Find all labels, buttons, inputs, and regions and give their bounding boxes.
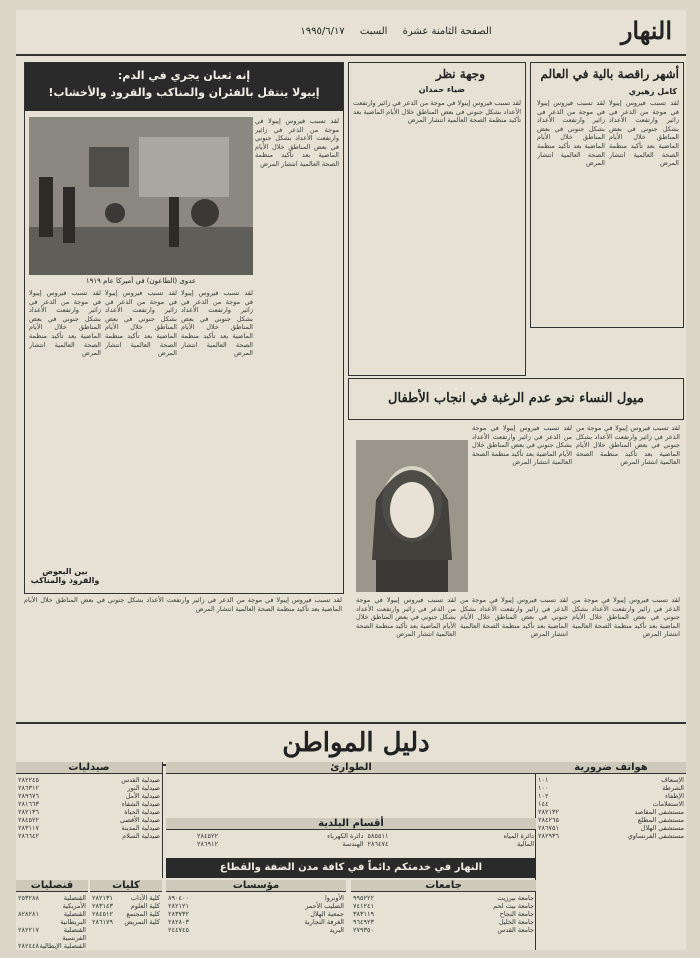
municipality-row-number: ٢٨٤٥٢٢ [197, 832, 218, 840]
university-row-label: جامعة القدس [497, 926, 534, 934]
emergency-row-label: مستشفى الهلال [640, 824, 684, 832]
emergency-heading: هواتف ضرورية [536, 762, 686, 774]
consulate-row-number: ٢٨٢٢١٧ [18, 926, 39, 934]
institution-row-number: ٢٨٣٧٣٢ [168, 910, 189, 918]
college-row-label: كلية التمريض [124, 918, 160, 926]
consulate-row [16, 910, 88, 926]
page-header [16, 10, 686, 56]
women-body-5: لقد تسبب فيروس إيبولا في موجة من الذعر في زائير وارتفعت الأعداد بشكل جنوني في بعض المناطق خلال الأيام الماضية بعد تأكيد منظمة الصحة العالمية انتشار المرض [572, 596, 680, 639]
consulate-row-number: ٢٨٢٤٤٨ [18, 942, 39, 950]
pharmacy-row-number: ٢٨٢١٣٦ [18, 808, 39, 816]
pov-body: لقد تسبب فيروس إيبولا في موجة من الذعر في زائير وارتفعت الأعداد بشكل جنوني في بعض المناطق خلال الأيام الماضية بعد تأكيد منظمة الصحة العالمية انتشار المرض [353, 99, 521, 125]
emergencies-heading: الطوارئ [166, 762, 536, 774]
municipality-row-number: ٢٨٦٤٧٤ [367, 840, 389, 848]
archive-photo [29, 117, 253, 275]
emergency-row-label: الإطفاء [664, 792, 684, 800]
pharmacy-row [16, 832, 162, 840]
ebola-body-3: لقد تسبب فيروس إيبولا في موجة من الذعر في زائير وارتفعت الأعداد بشكل جنوني في بعض المناطق خلال الأيام الماضية بعد تأكيد منظمة الصحة العالمية انتشار المرض [105, 289, 177, 358]
pov-headline: وجهة نظر [435, 67, 485, 81]
emergency-row-number: ١٤٤ [538, 800, 549, 808]
pharmacy-row [16, 776, 162, 784]
colleges-heading: كليات [90, 880, 162, 892]
institution-row-number: ٢٤٤٧٤٥ [168, 926, 189, 934]
pharmacy-row-number: ٢٨٣١١٧ [18, 824, 39, 832]
ballet-body-2: لقد تسبب فيروس إيبولا في موجة من الذعر في زائير وارتفعت الأعداد بشكل جنوني في بعض المناطق خلال الأيام الماضية بعد تأكيد منظمة الصحة العالمية انتشار المرض [537, 99, 605, 168]
municipality-row-label: دائرة الكهرباء [327, 832, 364, 840]
consulates-list [16, 894, 88, 950]
institutions-heading: مؤسسات [166, 880, 346, 892]
municipality-row [195, 832, 366, 840]
emergency-row [536, 816, 686, 824]
pharmacy-row-number: ٢٨٦٣١٢ [18, 784, 39, 792]
ebola-headline-bar [25, 63, 343, 111]
pov-author: ضياء حمدان [418, 85, 465, 94]
college-row [90, 902, 162, 910]
emergency-row [536, 792, 686, 800]
women-headline: ميول النساء نحو عدم الرغبة في انجاب الأطفال [388, 391, 644, 406]
institution-row-number: ٢٨٢٨٠٣ [168, 918, 189, 926]
consulate-row-label: القنصلية البريطانية [60, 910, 86, 926]
emergency-row-label: الاستعلامات [652, 800, 684, 808]
photo-caption: عدوى (الطاعون) في أميركا عام ١٩١٩ [85, 277, 197, 285]
service-banner-text: النهار في خدمتكم دائماً في كافة مدن الضفة والقطاع [219, 862, 483, 873]
ebola-article [24, 62, 344, 594]
municipality-list [166, 832, 536, 848]
emergency-row-number: ٢٨٤٢٦٥ [538, 816, 559, 824]
consulate-row [16, 926, 88, 942]
photo-illustration [29, 117, 253, 275]
section-label: الصفحة الثامنة عشرة [402, 26, 492, 37]
emergency-row-label: مستشفى المقاصد [634, 808, 684, 816]
emergency-row-number: ١٠١ [538, 776, 549, 784]
emergency-row [536, 808, 686, 816]
consulates-section [16, 880, 88, 950]
newspaper-page [16, 10, 686, 950]
masthead: النهار [620, 16, 672, 45]
institution-row [166, 910, 346, 918]
college-row-number: ٢٨٦١٧٩ [92, 918, 113, 926]
emergency-row [536, 776, 686, 784]
women-body-3: لقد تسبب فيروس إيبولا في موجة من الذعر في زائير وارتفعت الأعداد بشكل جنوني في بعض المناطق خلال الأيام الماضية بعد تأكيد منظمة الصحة العالمية انتشار المرض [356, 596, 456, 639]
emergency-row [536, 800, 686, 808]
municipality-row-label: دائرة المياه [503, 832, 534, 840]
ebola-body-2: لقد تسبب فيروس إيبولا في موجة من الذعر في زائير وارتفعت الأعداد بشكل جنوني في بعض المناطق خلال الأيام الماضية بعد تأكيد منظمة الصحة العالمية انتشار المرض [29, 289, 101, 358]
municipality-row-label: الهندسة [342, 840, 364, 848]
ballet-author: كامل زهيري [628, 87, 677, 96]
emergencies-section [166, 762, 536, 819]
college-row-label: كلية العلوم [130, 902, 160, 910]
emergency-row-label: مستشفى المطلع [637, 816, 684, 824]
university-row-label: جامعة الخليل [498, 918, 534, 926]
women-body-1: لقد تسبب فيروس إيبولا في موجة من الذعر في زائير وارتفعت الأعداد بشكل جنوني في بعض المناطق خلال الأيام الماضية بعد تأكيد منظمة الصحة العالمية انتشار المرض [472, 424, 572, 467]
header-info [186, 26, 606, 37]
pharmacy-row-number: ٢٨٢٢٤٥ [18, 776, 39, 784]
service-banner [166, 858, 536, 878]
university-row-number: ٢٧٩٣٥٠ [353, 926, 374, 934]
universities-section [351, 880, 536, 950]
citizen-guide-header [16, 722, 686, 766]
municipality-row [366, 840, 537, 848]
college-row [90, 910, 162, 918]
university-row-number: ٧٤١٢٤١ [353, 902, 374, 910]
college-row-number: ٢٨٤٥١٢ [92, 910, 113, 918]
pharmacies-heading: صيدليات [16, 762, 162, 774]
pharmacy-row [16, 816, 162, 824]
college-row-label: كلية المجتمع [126, 910, 160, 918]
ebola-body-4: لقد تسبب فيروس إيبولا في موجة من الذعر في زائير وارتفعت الأعداد بشكل جنوني في بعض المناطق خلال الأيام الماضية بعد تأكيد منظمة الصحة العالمية انتشار المرض [181, 289, 253, 358]
university-row [351, 894, 536, 902]
pharmacy-row-label: صيدلية السلام [122, 832, 160, 840]
emergency-row-number: ٢٨٢١٣٢ [538, 808, 559, 816]
pharmacy-row-label: صيدلية الحياة [124, 808, 160, 816]
institution-row-label: الصليب الأحمر [305, 902, 344, 910]
ebola-headline-1: إنه ثعبان يجري في الدم: [117, 69, 251, 82]
point-of-view-article [348, 62, 526, 376]
municipality-row [366, 832, 537, 840]
emergency-section [535, 762, 686, 950]
universities-heading: جامعات [351, 880, 536, 892]
university-row [351, 918, 536, 926]
pharmacy-row-number: ٢٨٤٥٢٢ [18, 816, 39, 824]
consulates-heading: قنصليات [16, 880, 88, 892]
citizen-guide-grid [16, 762, 686, 950]
pharmacy-row [16, 824, 162, 832]
municipality-row-label: المالية [517, 840, 534, 848]
emergency-row-label: الشرطة [662, 784, 684, 792]
college-row-label: كلية الآداب [130, 894, 160, 902]
university-row-label: جامعة بيت لحم [493, 902, 534, 910]
pharmacy-row-label: صيدلية القدس [121, 776, 160, 784]
consulate-row [16, 894, 88, 910]
consulate-row-number: ٨٢٨٢٨١ [18, 910, 39, 918]
municipality-row-number: ٢٨٦٩١٢ [197, 840, 218, 848]
institution-row-label: الأونروا [325, 894, 344, 902]
pharmacy-row-label: صيدلية الأمل [125, 792, 160, 800]
institution-row [166, 926, 346, 934]
ebola-body-1: لقد تسبب فيروس إيبولا في موجة من الذعر في زائير وارتفعت الأعداد بشكل جنوني في بعض المناطق خلال الأيام الماضية بعد تأكيد منظمة الصحة العالمية انتشار المرض [255, 117, 339, 168]
university-row-label: جامعة بيرزيت [497, 894, 534, 902]
college-row-number: ٢٨٢١٣١ [92, 894, 113, 902]
municipality-heading: أقسام البلدية [166, 818, 536, 830]
universities-list [351, 894, 536, 934]
institution-row [166, 918, 346, 926]
institution-row-label: البريد [329, 926, 344, 934]
women-headline-bar [348, 378, 684, 420]
ebola-subhead: بين البعوض والقرود والمناكب [30, 567, 100, 585]
institution-row-number: ٢٨٢١٢١ [168, 902, 189, 910]
emergency-list [536, 776, 686, 840]
emergency-row-number: ٢٨٦٧٥١ [538, 824, 559, 832]
university-row-number: ٣٨٣١١٩ [353, 910, 374, 918]
university-row [351, 910, 536, 918]
pharmacy-row-label: صيدلية الأقصى [119, 816, 160, 824]
university-row-label: جامعة النجاح [499, 910, 534, 918]
pharmacy-row-label: صيدلية الشفاء [121, 800, 160, 808]
consulate-row-label: القنصلية الإيطالية [39, 942, 86, 950]
pharmacies-section [16, 762, 163, 878]
emergency-row [536, 832, 686, 840]
guide-title: دليل المواطن [282, 728, 430, 758]
municipality-row-number: ٥٨٥٥١١ [367, 832, 389, 840]
consulate-row-label: القنصلية الفرنسية [62, 926, 86, 942]
ballet-body: لقد تسبب فيروس إيبولا في موجة من الذعر في زائير وارتفعت الأعداد بشكل جنوني في بعض المناطق خلال الأيام الماضية بعد تأكيد منظمة الصحة العالمية انتشار المرض [609, 99, 679, 168]
ballet-article [530, 62, 684, 328]
institutions-section [166, 880, 346, 950]
institution-row-number: ٨٩٠٤٠٠ [168, 894, 189, 902]
university-row [351, 902, 536, 910]
institution-row-label: جمعية الهلال [310, 910, 344, 918]
pharmacy-row [16, 784, 162, 792]
institution-row [166, 902, 346, 910]
pharmacies-list [16, 776, 162, 840]
emergency-row [536, 784, 686, 792]
pharmacy-row-number: ٢٨٩٦٧٦ [18, 792, 39, 800]
colleges-section [90, 880, 162, 950]
ebola-body-lower: لقد تسبب فيروس إيبولا في موجة من الذعر في زائير وارتفعت الأعداد بشكل جنوني في بعض المناطق خلال الأيام الماضية بعد تأكيد منظمة الصحة العالمية انتشار المرض [24, 596, 342, 613]
issue-date: ١٩٩٥/٦/١٧ [300, 26, 345, 37]
college-row [90, 918, 162, 926]
college-row [90, 894, 162, 902]
woman-photo [356, 440, 468, 592]
pharmacy-row-label: صيدلية المدينة [121, 824, 160, 832]
pharmacy-row [16, 808, 162, 816]
emergency-row [536, 824, 686, 832]
pharmacy-row-number: ٢٨٦٦٤٢ [18, 832, 39, 840]
women-body-2: لقد تسبب فيروس إيبولا في موجة من الذعر في زائير وارتفعت الأعداد بشكل جنوني في بعض المناطق خلال الأيام الماضية بعد تأكيد منظمة الصحة العالمية انتشار المرض [576, 424, 680, 467]
university-row-number: ٩٦٤٩٢٣ [353, 918, 374, 926]
issue-day: السبت [359, 26, 388, 37]
pharmacy-row-label: صيدلية النور [127, 784, 160, 792]
pharmacy-row [16, 792, 162, 800]
consulate-row-label: القنصلية الأمريكية [62, 894, 86, 910]
consulate-row [16, 942, 88, 950]
pharmacy-row [16, 800, 162, 808]
ebola-headline-2: إيبولا ينتقل بالفئران والمناكب والقرود والأخشاب! [48, 86, 320, 99]
university-row [351, 926, 536, 934]
institution-row-label: الغرفة التجارية [304, 918, 344, 926]
emergency-row-label: الإسعاف [661, 776, 684, 784]
municipality-section [166, 818, 536, 859]
ballet-headline: أشهر راقصة بالية في العالم [540, 67, 679, 81]
emergency-row-number: ٢٨٢٩٣٦ [538, 832, 559, 840]
institutions-list [166, 894, 346, 934]
emergency-row-number: ١٠٠ [538, 784, 549, 792]
consulate-row-number: ٢٥٣٢٨٨ [18, 894, 39, 902]
colleges-list [90, 894, 162, 926]
municipality-row [195, 840, 366, 848]
emergency-row-label: مستشفى الفرنساوي [627, 832, 684, 840]
emergency-row-number: ١٠٢ [538, 792, 549, 800]
women-body-4: لقد تسبب فيروس إيبولا في موجة من الذعر في زائير وارتفعت الأعداد بشكل جنوني في بعض المناطق خلال الأيام الماضية بعد تأكيد منظمة الصحة العالمية انتشار المرض [460, 596, 568, 639]
pharmacy-row-number: ٢٨١٦٦٣ [18, 800, 39, 808]
university-row-number: ٩٩٥٢٢٢ [353, 894, 374, 902]
college-row-number: ٢٨٣١٤٣ [92, 902, 113, 910]
woman-portrait [356, 440, 468, 592]
institution-row [166, 894, 346, 902]
